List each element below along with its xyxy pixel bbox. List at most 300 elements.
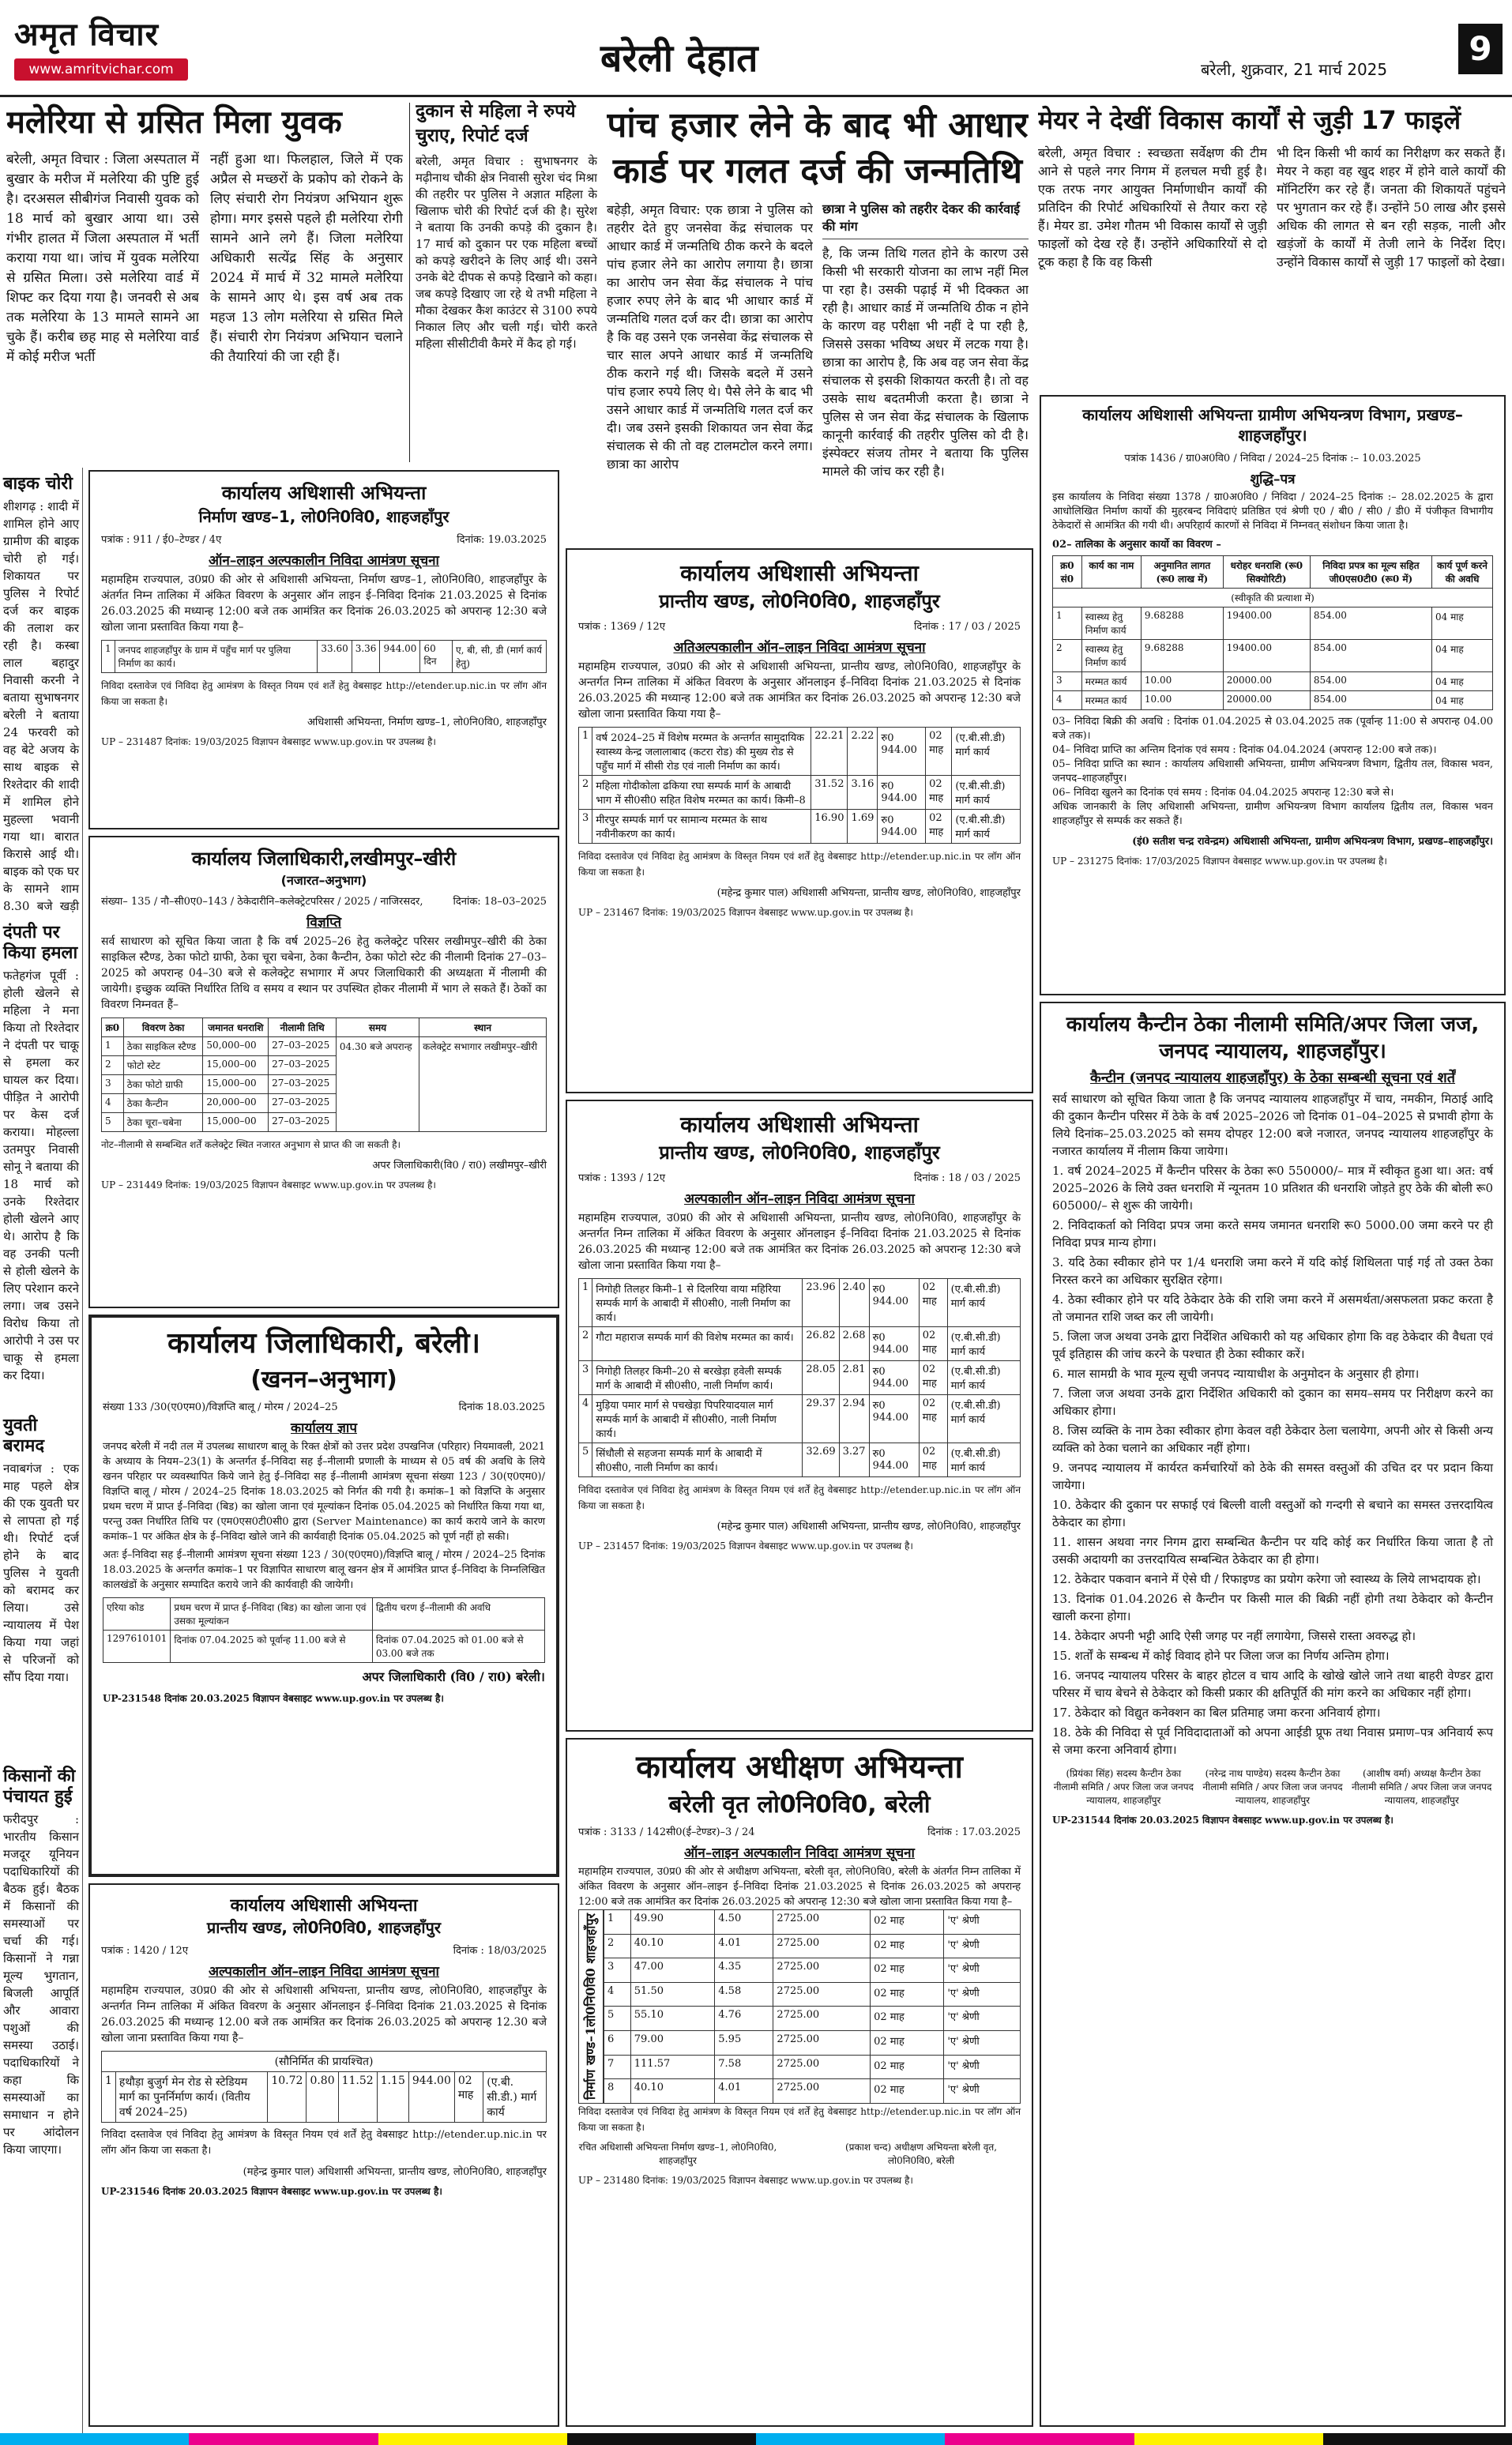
table-cell: 4 [102,1094,124,1113]
table-cell: 1 [579,1279,592,1327]
notice-text: महामहिम राज्यपाल, उ0प्र0 की ओर से अधीक्षण अभियन्ता, बरेली वृत, लो0नि0वि0, बरेली के अंतर्गत निम्न तालिका में अंकित विवरण के अनुसार ऑन–लाइन ई–निविदा दिनांक 21.03.2025 से दिनांक 26.03.2025 को अपरान्ह 12:00 बजे तक आमंत्रित कर दिनांक 26.03.2025 को अपरान्ह 12:30 बजे खोला जाना प्रस्तावित किया गया है– [578,1866,1021,1908]
table-cell: 20000.00 [1223,691,1310,710]
news-sidebar [0,468,83,2445]
table-cell: 3 [579,810,592,844]
notice-date: दिनांक : 17 / 03 / 2025 [914,621,1021,633]
term-item: 6. माल सामग्री के भाव मूल्य सूची जनपद न्यायाधीश के अनुमोदन के अनुसार ही होगा। [1052,1367,1420,1381]
notice-text: महामहिम राज्यपाल, उ0प्र0 की ओर से अधिशासी अभियन्ता, निर्माण खण्ड–1, लो0नि0वि0, शाहजहाँपुर के अंतर्गत निम्न तालिका में अंकित विवरण के अनुसार ऑन लाइन ई–निविदा दिनांक 21.03.2025 से दिनांक 26.03.2025 की मध्यान्ह 12:00 बजे तक आमंत्रित कर दिनांक 26.03.2025 को अपरान्ह 12:30 बजे खोला जाना प्रस्तावित किया गया है– [101,574,547,634]
notice-heading: कार्यालय ज्ञाप [291,1420,357,1436]
notice-signature: अपर जिलाधिकारी(वि0 / रा0) लखीमपुर–खीरी [372,1160,547,1172]
table-cell: 16.90 [811,810,848,844]
table-cell: 5 [604,2007,631,2031]
table-cell: 02 माह [871,2007,944,2031]
table-cell: 854.00 [1310,607,1431,640]
table-cell: 5.95 [715,2031,773,2056]
notice-subtitle: (नजारत–अनुभाग) [280,873,367,888]
table-cell: ठेका साइकिल स्टैण्ड [123,1037,203,1056]
term-item: 9. जनपद न्यायालय में कार्यरत कर्मचारियों को ठेके की समस्त वस्तुओं की उचित दर पर प्रदान किया जायेगा। [1052,1461,1493,1492]
table-cell: 6 [604,2031,631,2056]
rural-engineering-notice [1040,395,1506,995]
table-cell: 31.52 [811,776,848,810]
term-item: 16. जनपद न्यायालय परिसर के बाहर होटल व चाय आदि के खोखे खोले जाने तथा बाहरी वेण्डर द्वारा परिसर में चाय बेचने से ठेकेदार को किसी प्रकार की क्षतिपूर्ति की मांग करने का अधिकार नहीं होगा। [1052,1668,1493,1700]
table-cell: कलेक्ट्रेट सभागार लखीमपुर–खीरी [419,1037,547,1132]
tender-notice-pwd-1420 [88,1883,559,2427]
term-item: 12. ठेकेदार पकवान बनाने में ऐसे घी / रिफाइण्ड का प्रयोग करेगा जो स्वास्थ्य के लिये लाभदायक हो। [1052,1572,1481,1586]
table-row [579,810,1021,844]
table-cell: 9.68288 [1141,607,1223,640]
table-cell: 02 माह [926,776,952,810]
table-cell: 4.01 [715,1934,773,1958]
term-item: 4. ठेका स्वीकार होने पर यदि ठेकेदार ठेके की राशि जमा करने में असमर्थता/असफलता प्रकट करता है तो जमानत राशि जब्त कर ली जायेगी। [1052,1292,1493,1324]
table-cell: 02 माह [871,1958,944,1983]
notice-footer: UP – 231467 दिनांक: 19/03/2025 विज्ञापन वेबसाइट www.up.gov.in पर उपलब्ध है। [578,907,913,918]
table-row: 1 हथौड़ा बुजुर्ग मेन रोड से स्टेडियम मार्ग का पुनर्निर्माण कार्य। (वितीय वर्ष 2024–25) 10.72 0.80 11.52 1.15 944.00 02 माह (ए.बी. सी.डी.) मार्ग कार्य [102,2072,547,2123]
table-cell: मरम्मत कार्य [1081,672,1141,691]
canteen-auction-notice [1040,1002,1506,2427]
table-cell: 28.05 [803,1361,839,1395]
table-cell: 02 माह [926,728,952,776]
table-cell: 2 [102,1056,124,1075]
notice-footnote: निविदा दस्तावेज एवं निविदा हेतु आमंत्रण के विस्तृत नियम एवं शर्तें हेतु वेबसाइट http://etender.up.nic.in पर लॉग ऑन किया जा सकता है। [101,2129,547,2157]
table-cell: रु0 944.00 [878,810,926,844]
term-item: 1. वर्ष 2024–2025 में कैन्टीन परिसर के ठेका रू0 550000/– मात्र में स्वीकृत हुआ था। अत: वर्ष 2025–2026 के लिये उक्त धनराशि में न्यूनतम 10 प्रतिशत की धनराशि जोड़ते हुए ठेके की बोली रू0 605000/– से शुरू की जायेगी। [1052,1164,1493,1213]
tender-table [578,1278,1021,1477]
table-cell: 02 माह [871,1934,944,1958]
dateline: बरेली, शुक्रवार, 21 मार्च 2025 [1201,60,1388,79]
notice-date: दिनांक : 18 / 03 / 2025 [914,1172,1021,1184]
table-cell: 02 माह [919,1361,947,1395]
table-cell: 854.00 [1310,672,1431,691]
table-cell: 2 [604,1934,631,1958]
notice-subtitle: प्रान्तीय खण्ड, लो0नि0वि0, शाहजहाँपुर [206,1918,442,1937]
term-item: 15. शर्तों के सम्बन्ध में कोई विवाद होने पर जिला जज का निर्णय अन्तिम होगा। [1052,1649,1390,1663]
notice-title: कार्यालय अधिशासी अभियन्ता [221,482,427,504]
table-cell: 27–03–2025 [269,1094,337,1113]
brief-body: फरीदपुर : भारतीय किसान मजदूर यूनियन पदाधिकारियों की बैठक हुई। बैठक में किसानों की समस्याओं पर चर्चा की गई। किसानों ने गन्ना मूल्य भुगतान, बिजली आपूर्ति और आवारा पशुओं की समस्या उठाई। पदाधिकारियों ने कहा कि समस्याओं का समाधान न होने पर आंदोलन किया जाएगा। [3,1812,79,2157]
notice-title: कार्यालय जिलाधिकारी, बरेली। [167,1327,481,1360]
table-row [579,1395,1021,1443]
table-cell: 19400.00 [1223,640,1310,672]
division-label: निर्माण खण्ड–1लो0नि0वि0 शाहजहाँपुर [578,1909,604,2104]
notice-subtitle: प्रान्तीय खण्ड, लो0नि0वि0, शाहजहाँपुर [659,1142,940,1164]
table-cell: 2725.00 [773,1982,871,2007]
table-header: एरिया कोड प्रथम चरण में प्राप्त ई–निविदा (बिड) का खोला जाना एवं उसका मूल्यांकन द्वितीय चरण ई–नीलामी की अवधि [103,1598,545,1631]
term-item: 2. निविदाकर्ता को निविदा प्रपत्र जमा करते समय जमानत धनराशि रू0 5000.00 जमा करने पर ही निविदा प्रपत्र मान्य होगा। [1052,1218,1493,1250]
table-cell: 50,000–00 [203,1037,269,1056]
brief-headline: युवती बरामद [3,1416,45,1456]
term-item: 17. ठेकेदार को विद्युत कनेक्शन का बिल प्रतिमाह जमा करना अनिवार्य होगा। [1052,1706,1381,1720]
story-body: बहेड़ी, अमृत विचार: एक छात्रा ने पुलिस को तहरीर देते हुए जनसेवा केंद्र संचालक पर आधार कार्ड में जन्मतिथि ठीक करने के बदले पांच हजार लेने का आरोप लगाया है। छात्रा का आरोप जन सेवा केंद्र संचालक ने पांच हजार रुपए लेने के बाद भी आधार कार्ड में जन्मतिथि गलत दर्ज कर दी। छात्रा का आरोप है कि वह उसने एक जनसेवा केंद्र संचालक से चार साल अपने आधार कार्ड में जन्मतिथि ठीक कराने गई थी। जिसके बदले में उसने पांच हजार रुपये लिए थे। पैसे लेने के बाद भी उसने आधार कार्ड में जन्मतिथि गलत दर्ज कर दी। जब उसने इसकी शिकायत जन सेवा केंद्र संचालक से की तो वह टालमटोल करने लगा। छात्रा का आरोप [607,202,813,472]
table-cell: 2725.00 [773,2079,871,2104]
notice-signature: अधिशासी अभियन्ता, निर्माण खण्ड–1, लो0नि0वि0, शाहजहाँपुर [307,717,547,728]
notice-ref: पत्रांक : 1369 / 12ए [578,621,666,633]
notice-footnote: निविदा दस्तावेज एवं निविदा हेतु आमंत्रण के विस्तृत नियम एवं शर्तें हेतु वेबसाइट http://etender.up.nic.in पर लॉग ऑन किया जा सकता है। [101,680,547,707]
table-cell: 02 माह [919,1327,947,1361]
table-header-cell: जमानत धनराशि [203,1018,269,1037]
notice-text: जनपद बरेली में नदी तल में उपलब्ध साधारण बालू के रिक्त क्षेत्रों को उत्तर प्रदेश उपखनिज (परिहार) नियमावली, 2021 के अध्याय के नियम–23(1) के अन्तर्गत ई–निविदा सह ई–नीलामी प्रणाली के माध्यम से 05 वर्ष की अवधि के लिये खनन परिहार पर व्यवस्थापित किये जाने हेतु ई–निविदा सह ई–नीलामी आमंत्रण सूचना संख्या 123 / 30(ए0एम0)/विज्ञप्ति बालू / मोरम / 2024–25 दिनांक 18.03.2025 को निर्गत की गयी है। कमांक–1 को विज्ञप्ति के अनुसार प्रथम चरण में प्राप्त ई–निविदा (बिड) का खोला जाना एवं मूल्यांकन दिनांक 05.04.2025 को निर्धारित किया गया था, परन्तु उक्त निर्धारित तिथि पर (एम0एस0टी0सी0 द्वारा (Server Maintenance) का कार्य कराये जाने के कारण कमांक–1 पर अंकित क्षेत्र के ई–निविदा खोले जाने की कार्यवाही दिनांक 05.04.2025 को पूर्ण नहीं हो सकी। [103,1441,545,1543]
story-headline: मेयर ने देखीं विकास कार्यों से जुड़ी 17 फाइलें [1038,105,1461,135]
table-cell: 'ए' श्रेणी [944,1934,1021,1958]
table-cell: 02 माह [871,2031,944,2056]
table-cell: 26.82 [803,1327,839,1361]
notice-signature: (महेन्द्र कुमार पाल) अधिशासी अभियन्ता, प्रान्तीय खण्ड, लो0नि0वि0, शाहजहाँपुर [717,1521,1021,1533]
table-row [1053,672,1493,691]
table-cell: 3 [579,1361,592,1395]
table-row [579,1361,1021,1395]
committee-signature: (आशीष वर्मा) अध्यक्ष कैन्टीन ठेका नीलामी समिति / अपर जिला जज जनपद न्यायालय, शाहजहाँपुर [1352,1768,1492,1806]
table-row [604,2079,1021,2104]
mining-notice-bareilly [88,1315,559,1877]
table-cell: 23.96 [803,1279,839,1327]
table-row [1053,691,1493,710]
table-cell: 'ए' श्रेणी [944,1958,1021,1983]
table-row [102,1037,547,1056]
table-cell: रु0 944.00 [869,1361,919,1395]
table-cell: 2725.00 [773,2031,871,2056]
table-header [1053,556,1493,589]
terms-list [1052,1162,1493,1759]
story-headline: दुकान से महिला ने रुपये चुराए, रिपोर्ट दर्ज [416,101,576,146]
masthead [0,0,1512,97]
notice-signature: (इं0 सतीश चन्द्र रावेन्द्रम) अधिशासी अभियन्ता, ग्रामीण अभियन्त्रण विभाग, प्रखण्ड–शाहजहाँपुर। [1132,836,1493,848]
table-cell: 9.68288 [1141,640,1223,672]
table-cell: महिला गोदीकोला ढकिया रघा सम्पर्क मार्ग के आबादी भाग में सी0सी0 सहित विशेष मरम्मत का कार्य। किमी–8 [592,776,811,810]
notice-footer: UP-231544 दिनांक 20.03.2025 विज्ञापन वेबसाइट www.up.gov.in पर उपलब्ध है। [1052,1815,1394,1826]
tender-notice-superintending [566,1738,1033,2427]
table-cell: ठेका फोटो ग्राफी [123,1075,203,1094]
table-cell: (ए.बी.सी.डी) मार्ग कार्य [947,1443,1020,1477]
table-header-cell: धरोहर धनराशि (रू0 सिक्योरिटी) [1223,556,1310,589]
table-cell: 04 माह [1432,607,1493,640]
tender-table [101,640,547,673]
tender-notice-1 [88,470,559,829]
table-cell: 15,000–00 [203,1075,269,1094]
table-cell: 32.69 [803,1443,839,1477]
table-header-cell: स्थान [419,1018,547,1037]
table-row: 1 जनपद शाहजहाँपुर के ग्राम में पहुँच मार्ग पर पुलिया निर्माण का कार्य। 33.60 3.36 944.00 60 दिन ए, बी, सी, डी (मार्ग कार्य हेतु) [102,641,547,673]
committee-signature: (नरेन्द्र नाथ पाण्डेय) सदस्य कैन्टीन ठेका नीलामी समिति / अपर जिला जज जनपद न्यायालय, शाहजहाँपुर [1202,1768,1343,1806]
tender-table [101,2051,547,2123]
table-cell: रु0 944.00 [878,776,926,810]
table-cell: 02 माह [926,810,952,844]
notice-heading: ऑन–लाइन अल्पकालीन निविदा आमंत्रण सूचना [209,553,439,569]
table-cell: 2.22 [848,728,878,776]
table-row [604,2031,1021,2056]
table-cell: 02 माह [871,1982,944,2007]
table-cell: 1.69 [848,810,878,844]
table-row [1053,607,1493,640]
table-cell: (ए.बी.सी.डी) मार्ग कार्य [952,810,1021,844]
table-cell: 4 [604,1982,631,2007]
notice-points [1052,715,1493,829]
table-cell: 04 माह [1432,640,1493,672]
notice-text: सर्व साधारण को सूचित किया जाता है कि वर्ष 2025–26 हेतु कलेक्ट्रेट परिसर लखीमपुर–खीरी की ठेका साइकिल स्टैण्ड, ठेका फोटो ग्राफी, ठेका चूरा चबेना, ठेका कैन्टीन, ठेका फोटो स्टेट की नीलामी दिनांक 27–03–2025 को अपरान्ह 04–30 बजे से कलेक्ट्रेट सभागार में अपर जिलाधिकारी की अध्यक्षता में नीलामी की जायेगी। इच्छुक व्यक्ति निर्धारित तिथि व समय व स्थान पर उपस्थित होकर नीलामी में भाग ले सकते हैं। ठेकों का विवरण निम्नवत हैं– [101,935,547,1011]
brand-url[interactable]: www.amritvichar.com [14,58,188,81]
table-cell: 04 माह [1432,691,1493,710]
section-title: बरेली देहात [600,36,758,81]
table-cell: 29.37 [803,1395,839,1443]
table-cell: मरम्मत कार्य [1081,691,1141,710]
notice-heading: अल्पकालीन ऑन–लाइन निविदा आमंत्रण सूचना [209,1964,439,1980]
notice-ref: पत्रांक : 911 / ई0–टेण्डर / 4ए [101,534,222,546]
auction-notice-lakhimpur [88,836,559,1308]
notice-footer: UP – 231457 दिनांक: 19/03/2025 विज्ञापन वेबसाइट www.up.gov.in पर उपलब्ध है। [578,1540,913,1552]
table-cell: 2.81 [839,1361,869,1395]
notice-date: दिनांक: 19.03.2025 [457,534,547,546]
table-cell: 'ए' श्रेणी [944,2031,1021,2056]
notice-title: कार्यालय अधिशासी अभियन्ता ग्रामीण अभियन्त्रण विभाग, प्रखण्ड–शाहजहाँपुर। [1082,405,1463,445]
table-cell: 10.00 [1141,691,1223,710]
table-header-cell: कार्य पूर्ण करने की अवधि [1432,556,1493,589]
table-row [579,776,1021,810]
table-cell: 'ए' श्रेणी [944,1910,1021,1935]
notice-date: दिनांक : 18/03/2025 [453,1945,547,1957]
table-cell: 51.50 [630,1982,715,2007]
table-row [579,728,1021,776]
story-aadhar [607,103,1029,544]
notice-point: 05– निविदा प्राप्ति का स्थान : कार्यालय अधिशासी अभियन्ता, ग्रामीण अभियन्त्रण विभाग, द्वितीय तल, विकास भवन, जनपद–शाहजहाँपुर। [1052,758,1493,784]
notice-signature: रचित अधिशासी अभियन्ता निर्माण खण्ड–1, लो0नि0वि0, शाहजहाँपुर [578,2141,777,2166]
table-row [1053,589,1493,607]
schedule-table [103,1597,545,1663]
notice-text: महामहिम राज्यपाल, उ0प्र0 की ओर से अधिशासी अभियन्ता, प्रान्तीय खण्ड, लो0नि0वि0, शाहजहाँपुर के अन्तर्गत निम्न तालिका में अंकित विवरण के अनुसार ऑनलाइन ई–निविदा दिनांक 21.03.2025 से दिनांक 26.03.2025 की मध्यान्ह 12:00 बजे तक आमंत्रित कर दिनांक 26.03.2025 को अपरान्ह 12:30 बजे खोला जाना प्रस्तावित किया गया है– [578,1212,1021,1272]
notice-text: इस कार्यालय के निविदा संख्या 1378 / ग्रा0अ0वि0 / निविदा / 2024–25 दिनांक :– 28.02.2025 के द्वारा आधोलिखित निर्माण कार्यो की मुहरबन्द निविदाएं प्रतिष्ठित एवं श्रेणी ए0 / बी0 / सी0 / डी0 में पंजीकृत विभागीय ठेकेदारों से आमंत्रित की गयी थी। अपरिहार्य कारणों से निविदा में निम्नवत् संशोधन किया जाता है। [1052,491,1493,532]
table-cell: 4.58 [715,1982,773,2007]
table-cell: स्वास्थ्य हेतु निर्माण कार्य [1081,640,1141,672]
tender-table [578,727,1021,844]
table-cell: 1 [579,728,592,776]
table-cell: 19400.00 [1223,607,1310,640]
table-cell: 27–03–2025 [269,1056,337,1075]
table-cell: 'ए' श्रेणी [944,1982,1021,2007]
table-cell: 111.57 [630,2055,715,2079]
term-item: 5. जिला जज अथवा उनके द्वारा निर्देशित अधिकारी को यह अधिकार होगा कि वह ठेकेदार की वैधता एवं पूर्व इतिहास की जांच करने के पश्चात ही ठेका स्वीकार करें। [1052,1330,1493,1361]
notice-footer: UP – 231275 दिनांक: 17/03/2025 विज्ञापन वेबसाइट www.up.gov.in पर उपलब्ध है। [1052,856,1387,867]
table-cell: मीरपुर सम्पर्क मार्ग पर सामान्य मरम्मत के साथ नवीनीकरण का कार्य। [592,810,811,844]
table-cell: 10.00 [1141,672,1223,691]
table-cell: सिंधौली से सहजना सम्पर्क मार्ग के आबादी में सी0सी0, नाली निर्माण का कार्य। [592,1443,803,1477]
table-row [604,1982,1021,2007]
notice-heading: कैन्टीन (जनपद न्यायालय शाहजहाँपुर) के ठेका सम्बन्धी सूचना एवं शर्तें [1089,1070,1456,1086]
term-item: 11. शासन अथवा नगर निगम द्वारा सम्बन्धित कैन्टीन पर यदि कोई कर निर्धारित किया जाता है तो उसकी अदायगी का उत्तरदायित्व सम्बन्धित ठेकेदार का ही होगा। [1052,1535,1493,1567]
table-cell: 2 [1053,640,1082,672]
notice-ref: संख्या– 135 / नौ–सी0ए0–143 / ठेकेदारीनि–कलेक्ट्रेटपरिसर / 2025 / नाजिरसदर, [101,896,423,908]
table-cell: 'ए' श्रेणी [944,2055,1021,2079]
notice-point: अधिक जानकारी के लिए अधिशासी अभियन्ता, ग्रामीण अभियन्त्रण विभाग कार्यालय द्वितीय तल, विकास भवन शाहजहाँपुर से सम्पर्क कर सकते हैं। [1052,801,1493,827]
table-cell: 15,000–00 [203,1113,269,1132]
table-cell: 02 माह [919,1443,947,1477]
table-cell: 2 [579,776,592,810]
table-cell: (ए.बी.सी.डी) मार्ग कार्य [952,776,1021,810]
notice-title: कार्यालय अधीक्षण अभियन्ता [636,1749,963,1785]
table-cell: 27–03–2025 [269,1113,337,1132]
tender-notice-pwd-1393 [566,1100,1033,1732]
table-cell: 40.10 [630,1934,715,1958]
table-cell: 7.58 [715,2055,773,2079]
notice-heading: अल्पकालीन ऑन–लाइन निविदा आमंत्रण सूचना [684,1191,915,1207]
table-cell: 1 [102,1037,124,1056]
table-cell: 5 [102,1113,124,1132]
notice-title: कार्यालय अधिशासी अभियन्ता [230,1896,418,1916]
table-cell: गौटा महाराज सम्पर्क मार्ग की विशेष मरम्मत का कार्य। [592,1327,803,1361]
table-cell: मुड़िया पमार मार्ग से पचखेड़ा पिपरियादयाल मार्ग सम्पर्क मार्ग के आबादी में सी0सी0, नाली निर्माण कार्य। [592,1395,803,1443]
table-row [579,1327,1021,1361]
table-cell: (ए.बी.सी.डी) मार्ग कार्य [947,1395,1020,1443]
table-cell: 55.10 [630,2007,715,2031]
notice-signature: (महेन्द्र कुमार पाल) अधिशासी अभियन्ता, प्रान्तीय खण्ड, लो0नि0वि0, शाहजहाँपुर [717,887,1021,899]
table-cell: 7 [604,2055,631,2079]
table-cell: 854.00 [1310,640,1431,672]
notice-signature: (महेन्द्र कुमार पाल) अधिशासी अभियन्ता, प्रान्तीय खण्ड, लो0नि0वि0, शाहजहाँपुर [243,2166,547,2178]
notice-heading: विज्ञप्ति [306,915,342,931]
table-cell: 3 [102,1075,124,1094]
table-cell: फोटो स्टेट [123,1056,203,1075]
table-cell: 4.50 [715,1910,773,1935]
table-cell: (ए.बी.सी.डी) मार्ग कार्य [947,1327,1020,1361]
table-header-cell: क्र0 [102,1018,124,1037]
notice-ref: पत्रांक : 3133 / 142सी0(ई–टेण्डर)–3 / 24 [578,1826,755,1838]
table-row [604,2007,1021,2031]
notice-footnote: निविदा दस्तावेज एवं निविदा हेतु आमंत्रण के विस्तृत नियम एवं शर्तें हेतु वेबसाइट http://etender.up.nic.in पर लॉग ऑन किया जा सकता है। [578,2105,1021,2133]
table-cell: 2725.00 [773,2055,871,2079]
notice-title: कार्यालय अधिशासी अभियन्ता [680,1112,919,1138]
notice-footnote: निविदा दस्तावेज एवं निविदा हेतु आमंत्रण के विस्तृत नियम एवं शर्तें हेतु वेबसाइट http://etender.up.nic.in पर लॉग ऑन किया जा सकता है। [578,851,1021,878]
page-number: 9 [1458,24,1503,74]
table-cell: निगोही तिलहर किमी–1 से दिलरिया वाया महिरिया सम्पर्क मार्ग के आबादी में सी0सी0, नाली निर्माण का कार्य। [592,1279,803,1327]
notice-point: 03– निविदा बिक्री की अवधि : दिनांक 01.04.2025 से 03.04.2025 तक (पूर्वान्ह 11:00 से अपरान्ह 04.00 बजे तक)। [1052,716,1493,742]
notice-ref: पत्रांक 1436 / ग्रा0अ0वि0 / निविदा / 2024–25 दिनांक :– 10.03.2025 [1124,453,1421,465]
brief-body: नवाबगंज : एक माह पहले क्षेत्र की एक युवती घर से लापता हो गई थी। रिपोर्ट दर्ज होने के बाद पुलिस ने युवती को बरामद कर लिया। उसे न्यायालय में पेश किया गया जहां से परिजनों को सौंप दिया गया। [3,1461,79,1684]
table-cell: 2.40 [839,1279,869,1327]
notice-title: कार्यालय जिलाधिकारी,लखीमपुर–खीरी [191,848,457,870]
table-cell: 02 माह [871,1910,944,1935]
works-table [1052,555,1493,710]
table-cell: 40.10 [630,2079,715,2104]
table-cell: रु0 944.00 [869,1279,919,1327]
notice-subtitle: निर्माण खण्ड–1, लो0नि0वि0, शाहजहाँपुर [198,507,449,526]
story-body: बरेली, अमृत विचार : स्वच्छता सर्वेक्षण की टीम आने से पहले नगर निगम में हलचल मची हुई है। एक तरफ नगर आयुक्त निर्माणाधीन कार्यों की प्रतिदिन की रिपोर्ट अधिकारियों से तैयार करा रहे हैं। मेयर डा. उमेश गौतम भी विकास कार्यों से जुड़ी फाइलों को देख रहे हैं। उन्होंने अधिकारियों से दो टूक कहा है कि वह किसी [1038,145,1267,269]
table-cell: वर्ष 2024–25 में विशेष मरम्मत के अन्तर्गत सामुदायिक स्वास्थ्य केन्द्र जलालाबाद (कटरा रोड) की मुख्य रोड से पहुँच मार्ग में सीसी रोड एवं नाली निर्माण का कार्य। [592,728,811,776]
table-cell: रु0 944.00 [869,1443,919,1477]
table-header-cell: निविदा प्रपत्र का मूल्य सहित जी0एस0टी0 (रू0 में) [1310,556,1431,589]
term-item: 13. दिनांक 01.04.2026 से कैन्टीन पर किसी माल की बिक्री नहीं होगी तथा ठेकेदार को कैन्टीन खाली करना होगा। [1052,1592,1493,1623]
committee-signature: (प्रियंका सिंह) सदस्य कैन्टीन ठेका नीलामी समिति / अपर जिला जज जनपद न्यायालय, शाहजहाँपुर [1053,1768,1194,1806]
story-body: बरेली, अमृत विचार : जिला अस्पताल में बुखार के मरीज में मलेरिया की पुष्टि हुई है। दरअसल सीबीगंज निवासी युवक को 18 मार्च को बुखार आया था। उसे गंभीर हालत में जिला अस्पताल में भर्ती कराया गया था। जांच में युवक मलेरिया से ग्रसित मिला। उसे मलेरिया वार्ड में शिफ्ट कर दिया गया है। जनवरी से अब तक मलेरिया के 13 मामले सामने आ चुके हैं। करीब छह माह से मलेरिया वार्ड में कोई मरीज भर्ती [6,152,199,365]
notice-text: महामहिम राज्यपाल, उ0प्र0 की ओर से अधिशासी अभियन्ता, प्रान्तीय खण्ड, लो0नि0वि0, शाहजहाँपुर के अन्तर्गत निम्न तालिका में अंकित विवरण के अनुसार ऑनलाइन ई–निविदा दिनांक 21.03.2025 से दिनांक 26.03.2025 की मध्यान्ह 12.00 बजे तक आमंत्रित कर दिनांक 26.03.2025 को अपरान्ह 12.30 बजे खोला जाना प्रस्तावित किया गया है– [101,1984,547,2044]
tender-notice-pwd-1369 [566,548,1033,1093]
table-row [604,1958,1021,1983]
table-cell: 2725.00 [773,1958,871,1983]
story-highlight: छात्रा ने पुलिस को तहरीर देकर की कार्रवाई की मांग [822,201,1029,239]
column-divider [409,103,410,462]
table-row [604,1934,1021,1958]
notice-heading: ऑन–लाइन अल्पकालीन निविदा आमंत्रण सूचना [684,1845,915,1861]
notice-footnote: निविदा दस्तावेज एवं निविदा हेतु आमंत्रण के विस्तृत नियम एवं शर्तें हेतु वेबसाइट http://etender.up.nic.in पर लॉग ऑन किया जा सकता है। [578,1484,1021,1511]
table-cell: निगोही तिलहर किमी–20 से बरखेड़ा हवेली सम्पर्क मार्ग के आबादी में सी0सी0, नाली निर्माण कार्य। [592,1361,803,1395]
table-cell: 4 [1053,691,1082,710]
notice-subheading: 02– तालिका के अनुसार कार्यो का विवरण – [1052,539,1221,551]
story-theft [416,100,597,463]
notice-date: दिनांक: 18–03–2025 [453,896,547,908]
table-header-cell: कार्य का नाम [1081,556,1141,589]
table-cell: 2 [579,1327,592,1361]
table-cell: 15,000–00 [203,1056,269,1075]
story-body: नहीं हुआ था। फिलहाल, जिले में एक अप्रैल से मच्छरों के प्रकोप को रोकने के लिए संचारी रोग नियंत्रण अभियान शुरू होगा। मगर इससे पहले ही मलेरिया रोगी सामने आने लगे हैं। जिला मलेरिया अधिकारी सत्येंद्र सिंह के अनुसार 2024 में मार्च में 32 मामले मलेरिया के सामने आए थे। इस वर्ष अब तक महज 13 लोग मलेरिया से ग्रसित मिले हैं। संचारी रोग नियंत्रण अभियान चलाने की तैयारियां की जा रही हैं। [210,152,403,365]
table-cell: 2.94 [839,1395,869,1443]
print-color-bar [0,2433,1512,2445]
table-cell: (स्वीकृति की प्रत्याशा में) [1053,589,1493,607]
table-cell: रु0 944.00 [869,1395,919,1443]
table-cell: 3 [1053,672,1082,691]
table-cell: 854.00 [1310,691,1431,710]
table-cell: ठेका चूरा–चबेना [123,1113,203,1132]
table-cell: 02 माह [871,2079,944,2104]
story-body: बरेली, अमृत विचार : सुभाषनगर के मढ़ीनाथ चौकी क्षेत्र निवासी सुरेश चंद मिश्रा की तहरीर पर पुलिस ने अज्ञात महिला के खिलाफ चोरी की रिपोर्ट दर्ज की है। सुरेश ने बताया कि उनकी कपड़े की दुकान है। 17 मार्च को दुकान पर एक महिला बच्चों को कपड़े खरीदने के लिए आई थी। उसने उनके बेटे दीपक से कपड़े दिखाने को कहा। जब कपड़े दिखाए जा रहे थे तभी महिला ने मौका देखकर कैश काउंटर से 3100 रुपये निकाल लिए और चली गई। चोरी करते महिला सीसीटीवी कैमरे में कैद हो गई। [416,154,597,351]
table-cell: 1 [604,1910,631,1935]
notice-title: कार्यालय कैन्टीन ठेका नीलामी समिति/अपर जिला जज, जनपद न्यायालय, शाहजहाँपुर। [1066,1013,1480,1063]
notice-footer: UP-231546 दिनांक 20.03.2025 विज्ञापन वेबसाइट www.up.gov.in पर उपलब्ध है। [101,2186,442,2197]
notice-subtitle: बरेली वृत लो0नि0वि0, बरेली [668,1791,931,1819]
table-cell: 8 [604,2079,631,2104]
notice-ref: पत्रांक : 1420 / 12ए [101,1945,189,1957]
table-cell: 2725.00 [773,1910,871,1935]
notice-signature: (प्रकाश चन्द) अधीक्षण अभियन्ता बरेली वृत, लो0नि0वि0, बरेली [844,2141,998,2166]
table-cell: 'ए' श्रेणी [944,2079,1021,2104]
table-row [604,1910,1021,1935]
table-cell: 27–03–2025 [269,1037,337,1056]
table-header [102,1018,547,1037]
table-cell: 47.00 [630,1958,715,1983]
table-cell: 'ए' श्रेणी [944,2007,1021,2031]
table-cell: 1 [1053,607,1082,640]
table-cell: 02 माह [919,1395,947,1443]
table-row [1053,640,1493,672]
table-row [604,2055,1021,2079]
table-cell: स्वास्थ्य हेतु निर्माण कार्य [1081,607,1141,640]
notice-footer: UP-231548 दिनांक 20.03.2025 विज्ञापन वेबसाइट www.up.gov.in पर उपलब्ध है। [103,1693,444,1704]
brief-headline: दंपती पर किया हमला [3,923,78,963]
table-cell: 22.21 [811,728,848,776]
table-cell: 4.01 [715,2079,773,2104]
term-item: 14. ठेकेदार अपनी भट्टी आदि ऐसी जगह पर नहीं लगायेगा, जिससे रास्ता अवरुद्ध हो। [1052,1629,1416,1643]
story-body: भी दिन किसी भी कार्य का निरीक्षण कर सकते हैं। मेयर ने कहा वह खुद शहर में होने वाले कार्यों की मॉनिटरिंग कर रहे हैं। जनता की शिकायतें पहुंचने पर भुगतान कर रहे हैं। उन्होंने 50 लाख और इससे अधिक की लागत से बन रही सड़क, नाली और खड़ंजों के कार्यों में तेजी लाने के निर्देश दिए। उन्होंने विकास कार्यों से जुड़ी 17 फाइलों को देखा। [1277,145,1506,269]
story-malaria [6,103,403,462]
notice-heading: अतिअल्पकालीन ऑन–लाइन निविदा आमंत्रण सूचना [673,640,926,656]
table-cell: 02 माह [871,2055,944,2079]
table-cell: 04.30 बजे अपरान्ह [336,1037,419,1132]
table-header-cell: क्र0 सं0 [1053,556,1082,589]
table-cell: 49.90 [630,1910,715,1935]
auction-table [101,1017,547,1132]
term-item: 7. जिला जज अथवा उनके द्वारा निर्देशित अधिकारी को दुकान का समय–समय पर निरीक्षण करने का अधिकार होगा। [1052,1386,1493,1418]
table-header-cell: नीलामी तिथि [269,1018,337,1037]
notice-text: सर्व साधारण को सूचित किया जाता है कि जनपद न्यायालय शाहजहाँपुर में चाय, नमकीन, मिठाई आदि की दुकान कैन्टीन परिसर में ठेके के वर्ष 2025–2026 जो दिनांक 01–04–2025 से प्रभावी होगा के लिये दिनांक–25.03.2025 को समय दोपहर 12:00 बजे नजारत, जनपद न्यायालय शाहजहाँपुर के नजारत कार्यालय में नीलाम किया जायेगा। [1052,1092,1493,1158]
notice-ref: पत्रांक : 1393 / 12ए [578,1172,666,1184]
table-cell: 20000.00 [1223,672,1310,691]
notice-text: अतः ई–निविदा सह ई–नीलामी आमंत्रण सूचना संख्या 123 / 30(ए0एम0)/विज्ञप्ति बालू / मोरम / 2024–25 दिनांक 18.03.2025 के अन्तर्गत कमांक–1 पर विज्ञापित साधारण बालू खनन क्षेत्र में आमंत्रित प्राप्त ई–निविदा के निम्नलिखित कालखंडों के अनुसार सम्पादित कराये जाने की कार्यवाही की जायेगी। [103,1549,545,1591]
table-cell: 2.68 [839,1327,869,1361]
story-headline: पांच हजार लेने के बाद भी आधार कार्ड पर गलत दर्ज की जन्मतिथि [607,105,1029,191]
table-row: 1297610101 दिनांक 07.04.2025 को पूर्वान्ह 11.00 बजे से दिनांक 07.04.2025 को 01.00 बजे से 03.00 बजे तक [103,1631,545,1663]
table-cell: ठेका कैन्टीन [123,1094,203,1113]
notice-point: 04– निविदा प्राप्ति का अन्तिम दिनांक एवं समय : दिनांक 04.04.2024 (अपरान्ह 12:00 बजे तक)। [1052,744,1437,756]
brand-name: अमृत विचार [14,17,159,53]
table-cell: (ए.बी.सी.डी) मार्ग कार्य [947,1279,1020,1327]
term-item: 3. यदि ठेका स्वीकार होने पर 1/4 धनराशि जमा करने में यदि कोई शिथिलता पाई गई तो उक्त ठेका निरस्त करने का अधिकार सुरक्षित रहेगा। [1052,1255,1493,1287]
table-cell: 2725.00 [773,1934,871,1958]
table-cell: (ए.बी.सी.डी) मार्ग कार्य [947,1361,1020,1395]
notice-text: महामहिम राज्यपाल, उ0प्र0 की ओर से अधिशासी अभियन्ता, प्रान्तीय खण्ड, लो0नि0वि0, शाहजहाँपुर के अन्तर्गत निम्न तालिका में अंकित विवरण के अनुसार ऑनलाइन ई–निविदा दिनांक 21.03.2025 से दिनांक 26.03.2025 की मध्यान्ह 12:00 बजे तक आमंत्रित कर दिनांक 26.03.2025 को अपरान्ह 12:30 बजे खोला जाना प्रस्तावित किया गया है– [578,660,1021,720]
